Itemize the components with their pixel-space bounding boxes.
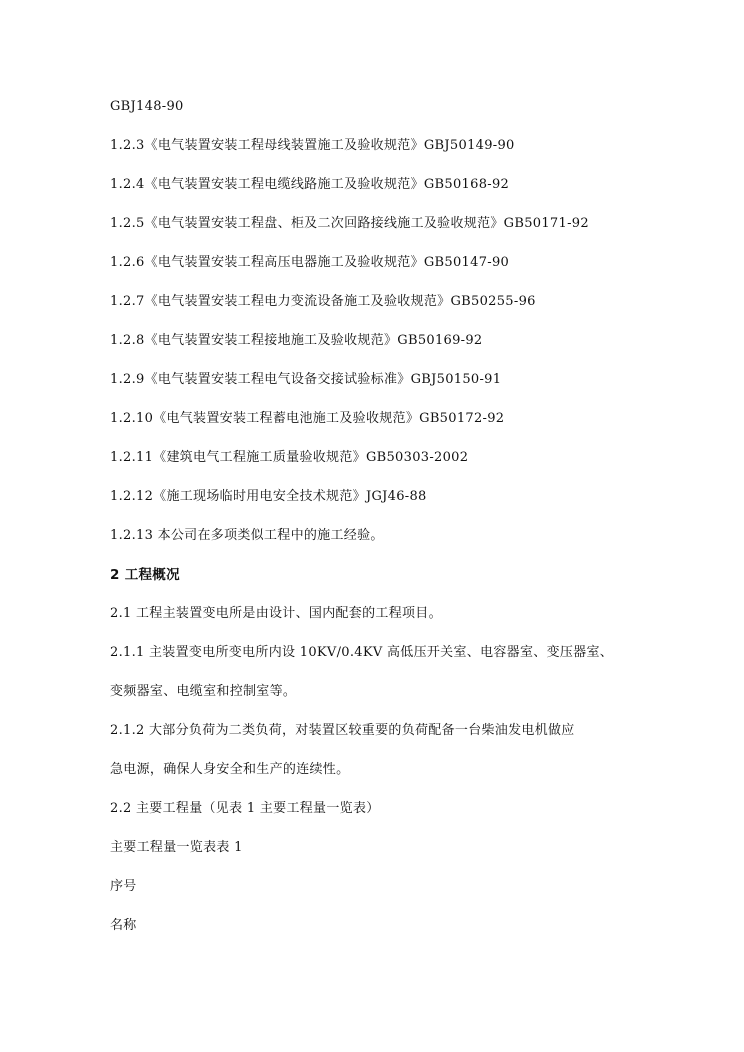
text-line-2-1-2: 2.1.2 大部分负荷为二类负荷，对装置区较重要的负荷配备一台柴油发电机做应 [110,723,575,738]
text-line-2-1-1: 2.1.1 主装置变电所变电所内设 10KV/0.4KV 高低压开关室、电容器室、变压器室、 [110,645,614,660]
text-line-1-2-11: 1.2.11《建筑电气工程施工质量验收规范》GB50303-2002 [110,450,469,465]
text-line-1-2-6: 1.2.6《电气装置安装工程高压电器施工及验收规范》GB50147-90 [110,255,510,270]
table-header-index: 序号 [110,879,137,894]
text-line-1-2-8: 1.2.8《电气装置安装工程接地施工及验收规范》GB50169-92 [110,333,483,348]
text-line-2-1-1-cont: 变频器室、电缆室和控制室等。 [110,684,297,699]
text-line-1-2-4: 1.2.4《电气装置安装工程电缆线路施工及验收规范》GB50168-92 [110,177,510,192]
text-line-1-2-5: 1.2.5《电气装置安装工程盘、柜及二次回路接线施工及验收规范》GB50171-92 [110,216,589,231]
text-line-1-2-9: 1.2.9《电气装置安装工程电气设备交接试验标准》GBJ50150-91 [110,372,502,387]
text-line-1-2-3: 1.2.3《电气装置安装工程母线装置施工及验收规范》GBJ50149-90 [110,138,515,153]
text-line-1-2-13: 1.2.13 本公司在多项类似工程中的施工经验。 [110,528,384,543]
text-line-1-2-10: 1.2.10《电气装置安装工程蓄电池施工及验收规范》GB50172-92 [110,411,505,426]
section-heading-2: 2 工程概况 [110,567,180,583]
text-line-2-1-2-cont: 急电源，确保人身安全和生产的连续性。 [110,762,350,777]
table-caption: 主要工程量一览表表 1 [110,840,243,855]
text-line-1-2-12: 1.2.12《施工现场临时用电安全技术规范》JGJ46-88 [110,489,427,504]
text-line-gbj148: GBJ148-90 [110,99,184,114]
text-line-1-2-7: 1.2.7《电气装置安装工程电力变流设备施工及验收规范》GB50255-96 [110,294,536,309]
text-line-2-2: 2.2 主要工程量（见表 1 主要工程量一览表） [110,801,380,816]
table-header-name: 名称 [110,918,137,933]
text-line-2-1: 2.1 工程主装置变电所是由设计、国内配套的工程项目。 [110,606,442,621]
